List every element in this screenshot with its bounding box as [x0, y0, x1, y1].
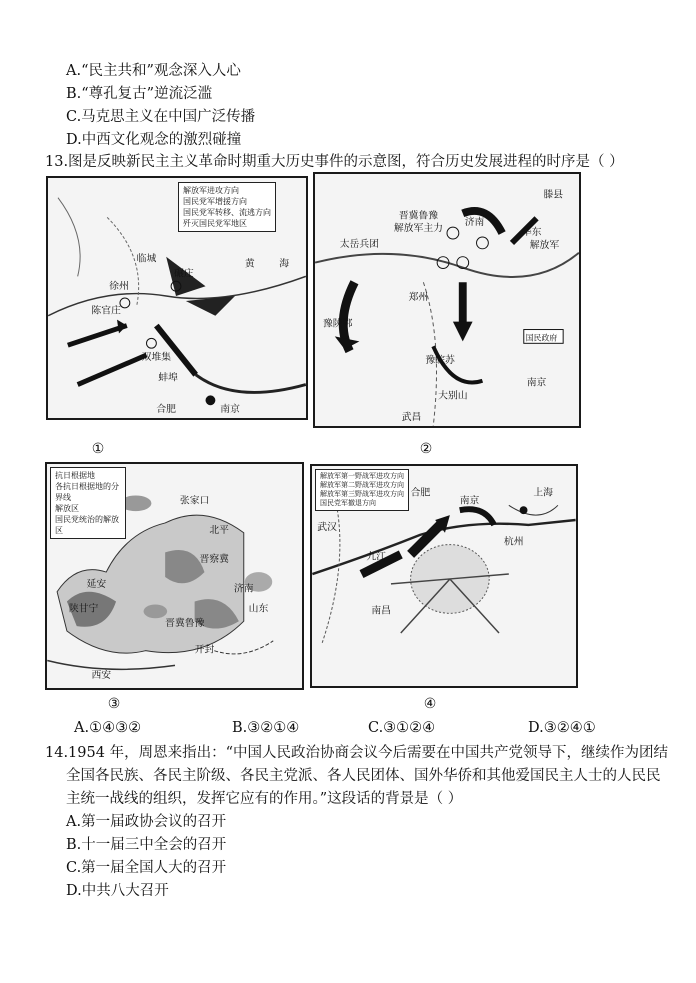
- map-1-number: ①: [91, 441, 105, 457]
- q13-option-d: D.③②④①: [528, 720, 596, 736]
- map-2-label-nanjing: 南京: [526, 377, 547, 389]
- map-3-legend-item: 抗日根据地: [55, 471, 95, 480]
- q13-stem: 13.图是反映新民主主义革命时期重大历史事件的示意图，符合历史发展进程的时序是（ ）: [45, 154, 624, 170]
- q14-stem-line-2: 全国各民族、各民主阶级、各民主党派、各人民团体、国外华侨和其他爱国民主人士的人民民: [66, 768, 661, 784]
- map-1-label-huang: 黄: [244, 258, 255, 270]
- map-anti-japanese-bases: [45, 462, 304, 690]
- q14-stem-line-1: 14.1954 年，周恩来指出：“中国人民政治协商会议今后需要在中国共产党领导下，继续作为团结: [45, 745, 668, 761]
- map-3-label-shandong: 山东: [248, 603, 269, 615]
- q14-option-b: B.十一届三中全会的召开: [66, 837, 227, 853]
- map-4-label-hefei: 合肥: [410, 487, 431, 499]
- map-3-legend-item: 国民党统治的解放区: [55, 515, 119, 535]
- map-1-label-hai: 海: [279, 258, 290, 270]
- map-4-label-nanchang: 南昌: [371, 605, 391, 617]
- map-1-label-chenguanzhuang: 陈官庄: [91, 305, 121, 317]
- map-2-label-pla: 解放军: [529, 239, 560, 251]
- map-2-label-main-force: 解放军主力: [393, 223, 443, 235]
- map-dabieshan-advance: [313, 172, 581, 428]
- q12-option-b: B.“尊孔复古”逆流泛滥: [66, 86, 213, 102]
- map-1-label-shuangduiji: 双堆集: [141, 351, 172, 363]
- map-1-legend-item: 歼灭国民党军地区: [183, 219, 247, 228]
- map-1-legend-item: 国民党军增援方向: [183, 197, 247, 206]
- map-4-label-nanjing: 南京: [459, 495, 480, 507]
- map-3-label-jinan: 济南: [233, 583, 254, 595]
- map-3-label-xian: 西安: [91, 670, 112, 682]
- map-1-legend-item: 解放军进攻方向: [183, 186, 239, 195]
- map-3-legend-item: 解放区: [55, 504, 79, 513]
- map-2-label-yuwansu: 豫皖苏: [425, 355, 455, 366]
- map-1-label-xuzhou: 徐州: [109, 281, 129, 293]
- q14-option-c: C.第一届全国人大的召开: [66, 860, 227, 876]
- map-3-number: ③: [107, 696, 121, 712]
- map-3-label-shaanganning: 陕甘宁: [68, 603, 99, 615]
- map-2-label-dabieshan: 大别山: [438, 390, 468, 402]
- map-3-label-kaifeng: 开封: [194, 644, 215, 656]
- map-4-label-shanghai: 上海: [533, 487, 554, 499]
- map-1-label-lincheng: 临城: [136, 253, 157, 265]
- q12-option-d: D.中西文化观念的激烈碰撞: [66, 132, 242, 148]
- map-3-label-jinjiluyu: 晋冀鲁豫: [165, 618, 205, 630]
- map-crossing-yangtze: [310, 464, 578, 688]
- map-1-label-nianzhuang: 碾庄: [174, 268, 194, 280]
- map-2-label-jinjiluyu: 晋冀鲁豫: [398, 210, 439, 222]
- map-4-legend-item: 解放军第三野战军进攻方向: [320, 490, 404, 498]
- map-2-label-wuchang: 武昌: [401, 412, 422, 424]
- map-huaihai-campaign: [46, 176, 308, 420]
- map-4-legend-item: 国民党军撤退方向: [320, 499, 376, 507]
- map-1-legend: [178, 182, 276, 232]
- q14-option-d: D.中共八大召开: [66, 883, 169, 899]
- map-2-label-huadong: 华东: [521, 227, 542, 239]
- q13-option-a: A.①④③②: [74, 720, 142, 736]
- map-2-label-national-government: 国民政府: [525, 333, 558, 343]
- map-3-label-zhangjiakou: 张家口: [179, 495, 210, 507]
- q13-option-b: B.③②①④: [232, 720, 300, 736]
- map-4-legend-item: 解放军第一野战军进攻方向: [320, 472, 404, 480]
- map-3-legend-item: 各抗日根据地的分界线: [55, 482, 119, 502]
- map-4-label-jiujiang: 九江: [366, 551, 387, 563]
- q14-option-a: A.第一届政协会议的召开: [66, 814, 227, 830]
- map-2-label-yushan-e: 豫陕鄂: [322, 318, 353, 330]
- map-4-number: ④: [423, 696, 437, 712]
- map-2-number: ②: [419, 441, 433, 457]
- map-4-label-hangzhou: 杭州: [503, 536, 524, 548]
- map-4-legend-item: 解放军第二野战军进攻方向: [320, 481, 404, 489]
- map-3-label-jinchaji: 晋察冀: [199, 554, 230, 566]
- map-4-label-wuhan: 武汉: [317, 521, 337, 533]
- map-2-label-taiyue: 太岳兵团: [339, 238, 380, 250]
- map-3-label-beiping: 北平: [209, 524, 230, 536]
- q14-stem-line-3: 主统一战线的组织，发挥它应有的作用。”这段话的背景是（ ）: [66, 791, 463, 807]
- map-2-label-tengxian: 滕县: [543, 189, 564, 201]
- map-2-label-jinan: 济南: [464, 217, 485, 229]
- map-1-legend-item: 国民党军转移、流逃方向: [183, 208, 271, 217]
- q12-option-c: C.马克思主义在中国广泛传播: [66, 109, 256, 125]
- map-1-label-nanjing: 南京: [220, 404, 240, 416]
- map-3-legend: [50, 467, 126, 539]
- q13-option-c: C.③①②④: [368, 720, 436, 736]
- map-3-label-yanan: 延安: [86, 578, 107, 590]
- map-1-label-hefei: 合肥: [156, 404, 177, 416]
- map-2-drawing: [315, 174, 579, 426]
- map-2-label-zhengzhou: 郑州: [408, 292, 429, 303]
- q12-option-a: A.“民主共和”观念深入人心: [66, 63, 241, 79]
- map-1-label-bengbu: 蚌埠: [158, 372, 178, 384]
- map-4-legend: [315, 469, 409, 511]
